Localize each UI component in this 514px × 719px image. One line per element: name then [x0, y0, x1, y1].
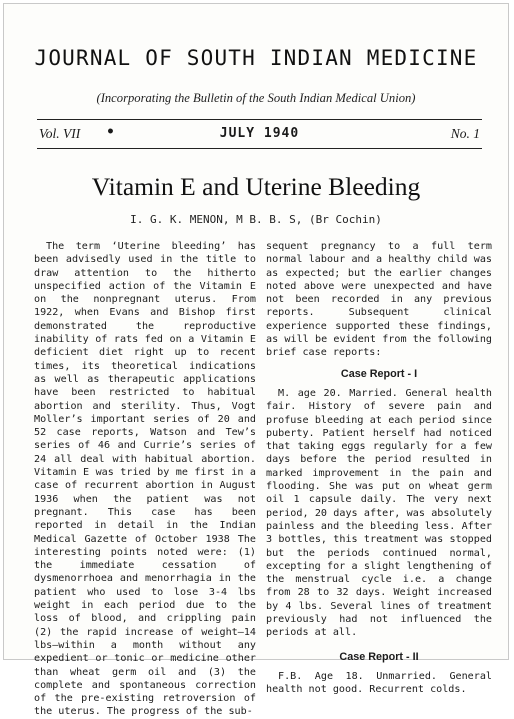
article-title: Vitamin E and Uterine Bleeding — [91, 172, 421, 201]
issue-volume: Vol. VII — [39, 126, 81, 141]
left-column — [34, 240, 256, 719]
journal-subtitle: (Incorporating the Bulletin of the South Indian Medical Union) — [96, 91, 416, 105]
right-column — [266, 240, 492, 697]
issue-bar — [37, 119, 482, 149]
case-report-2-heading: Case Report - II — [339, 650, 419, 663]
case-report-1-heading: Case Report - I — [340, 367, 418, 380]
issue-date: JULY 1940 — [219, 126, 300, 141]
article-byline: I. G. K. MENON, M B. B. S, (Br Cochin) — [130, 213, 382, 226]
case-report-1-text: M. age 20. Married. General health fair. History of severe pain and profuse bleeding at each period since puberty. Patient herself had noticed that taking eggs regularly for a few days before the period resulted in marked improvement in the pain and flooding. She was put on wheat germ oil 1 capsule daily. The very next period, 20 days after, was absolutely painless and the bleeding less. After 3 bottles, this treatment was stopped but the periods continued normal, excepting for a slight lengthening of the menstrual cycle i.e. a change from 28 to 32 days. Weight increased by 4 lbs. Several lines of treatment previously had not influenced the periods at all. — [266, 387, 492, 639]
case-report-2-text: F.B. Age 18. Unmarried. General health not good. Recurrent colds. — [266, 670, 492, 696]
issue-number: No. 1 — [450, 126, 480, 141]
issue-separator: • — [106, 124, 115, 140]
journal-title: JOURNAL OF SOUTH INDIAN MEDICINE — [34, 46, 478, 70]
continuation-paragraph: sequent pregnancy to a full term normal labour and a healthy child was as expected; but the earlier changes noted above were unexpected and have not been recorded in any previous reports. Subsequent clinical experience supported these findings, as will be evident from the following brief case reports: — [266, 241, 492, 359]
intro-paragraph: The term ‘Uterine bleeding’ has been advisedly used in the title to draw attention to the hitherto unspecified action of the Vitamin E on the nonpregnant uterus. From 1922, when Evans and Bishop first demonstrated the reproductive inability of rats fed on a Vitamin E deficient diet right up to recent times, its theoretical indications as well as therapeutic applications have been restricted to habitual abortion and sterility. Thus, Vogt Moller’s important series of 20 and 52 case reports, Watson and Tew’s series of 46 and Currie’s series of 24 all deal with habitual abortion. Vitamin E was tried by me first in a case of recurrent abortion in August 1936 when the patient was not pregnant. This case has been reported in detail in the Indian Medical Gazette of October 1938 The interesting points noted were: (1) the immediate cessation of dysmenorrhoea and menorrhagia in the patient who used to lose 3-4 lbs weight in each period due to the loss of blood, and crippling pain (2) the rapid increase of weight—14 lbs—within a month without any expedient or tonic or medicine other than wheat germ oil and (3) the complete and spontaneous correction of the pre-existing retroversion of the uterus. The progress of the sub- — [34, 241, 256, 718]
journal-page — [3, 3, 509, 718]
